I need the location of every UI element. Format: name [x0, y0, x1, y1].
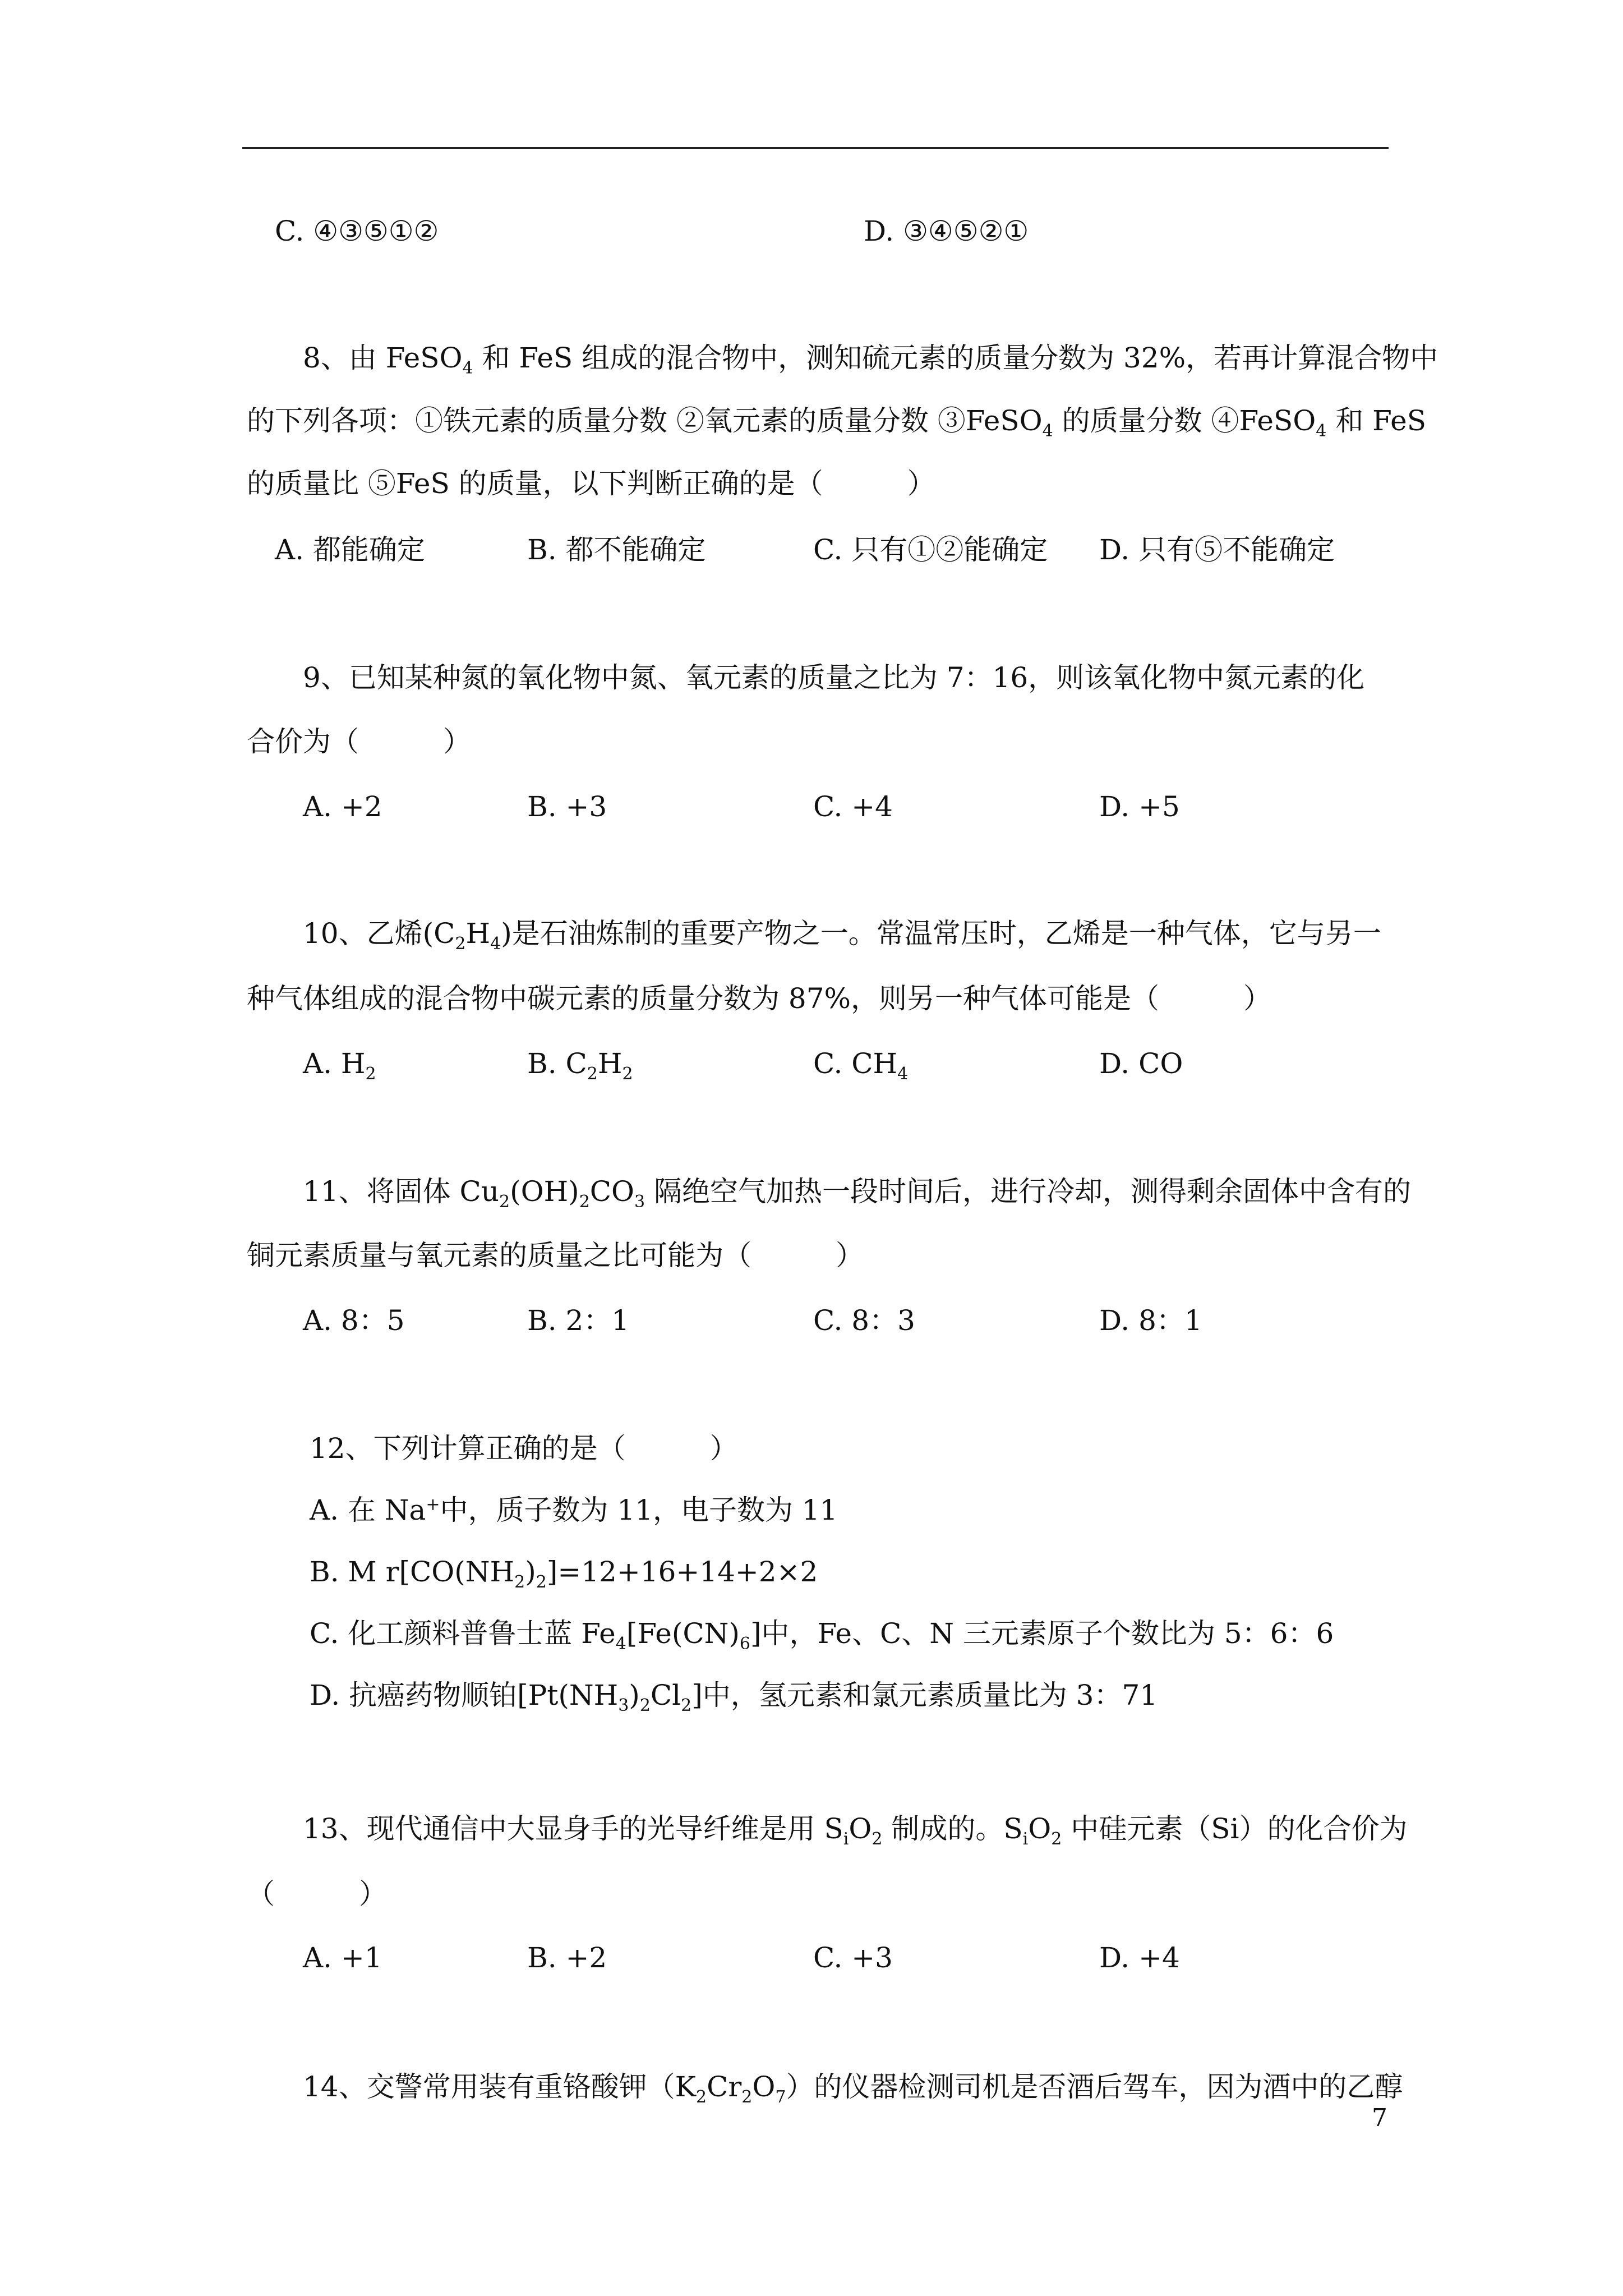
q12-option-a: A. 在 Na+中，质子数为 11，电子数为 11	[310, 1494, 838, 1526]
q8-option-a: A. 都能确定	[275, 533, 425, 566]
q10-option-d: D. CO	[1099, 1047, 1183, 1080]
q9-option-d: D. +5	[1099, 790, 1180, 823]
q12-stem: 12、下列计算正确的是（ ）	[310, 1432, 738, 1465]
header-rule	[242, 147, 1389, 149]
q11-option-a: A. 8：5	[303, 1304, 405, 1337]
q9-option-c: C. +4	[813, 790, 893, 823]
q8-line-3: 的质量比 ⑤FeS 的质量，以下判断正确的是（ ）	[247, 467, 935, 500]
q11-option-c: C. 8：3	[813, 1304, 915, 1337]
q10-option-c: C. $CH_4$	[813, 1047, 909, 1084]
q11-option-b: B. 2：1	[527, 1304, 630, 1337]
q11-line-1: 11、将固体 $Cu_2(OH)_2CO_3$ 隔绝空气加热一段时间后，进行冷却，测得剩余固体中含有的	[303, 1175, 1412, 1212]
q13-option-a: A. +1	[303, 1941, 382, 1974]
prev-option-d: D. ③④⑤②①	[864, 215, 1029, 247]
q13-line-2: （ ）	[247, 1878, 387, 1910]
q12-option-b: B. M $r[CO(NH_2)_2]=12+16+14+2\times 2$	[310, 1556, 818, 1592]
q13-line-1: 13、现代通信中大显身手的光导纤维是用 $S_iO_2$ 制成的。$S_iO_2$ 中硅元素（Si）的化合价为	[303, 1812, 1408, 1849]
q10-line-1: 10、乙烯$(C_2H_4)$是石油炼制的重要产物之一。常温常压时，乙烯是一种气体，它与另一	[303, 917, 1381, 954]
q13-option-b: B. +2	[527, 1941, 607, 1974]
q12-option-d: D. 抗癌药物顺铂$[Pt(NH_3)_2Cl_2]$中，氢元素和氯元素质量比为 3：71	[310, 1679, 1158, 1715]
q13-option-c: C. +3	[813, 1941, 893, 1974]
q9-line-2: 合价为（ ）	[247, 725, 471, 758]
q8-option-c: C. 只有①②能确定	[813, 533, 1048, 566]
q9-line-1: 9、已知某种氮的氧化物中氮、氧元素的质量之比为 7：16，则该氧化物中氮元素的化	[303, 661, 1365, 694]
q10-line-2: 种气体组成的混合物中碳元素的质量分数为 87%，则另一种气体可能是（ ）	[247, 982, 1272, 1015]
q8-option-b: B. 都不能确定	[527, 533, 706, 566]
q8-line-1: 8、由 FeSO$_4$ 和 FeS 组成的混合物中，测知硫元素的质量分数为 32%，若再计算混合物中	[303, 342, 1438, 378]
q8-line-2: 的下列各项：①铁元素的质量分数 ②氧元素的质量分数 ③FeSO$_4$ 的质量分数 ④FeSO$_4$ 和 FeS	[247, 404, 1426, 441]
page-number: 7	[1372, 2104, 1387, 2132]
q14-line-1: 14、交警常用装有重铬酸钾$(K_2Cr_2O_7)$的仪器检测司机是否酒后驾车，因为酒中的乙醇	[303, 2070, 1403, 2107]
q11-option-d: D. 8：1	[1099, 1304, 1202, 1337]
q11-line-2: 铜元素质量与氧元素的质量之比可能为（ ）	[247, 1239, 864, 1272]
q13-option-d: D. +4	[1099, 1941, 1180, 1974]
q9-option-a: A. +2	[303, 790, 382, 823]
q9-option-b: B. +3	[527, 790, 607, 823]
q10-option-a: A. $H_2$	[303, 1047, 376, 1084]
prev-option-c: C. ④③⑤①②	[275, 215, 439, 247]
q10-option-b: B. $C_2H_2$	[527, 1047, 633, 1084]
q12-option-c: C. 化工颜料普鲁士蓝 $Fe_4[Fe(CN)_6]$中，Fe、C、N 三元素原子个数比为 5：6：6	[310, 1617, 1334, 1654]
q8-option-d: D. 只有⑤不能确定	[1099, 533, 1335, 566]
